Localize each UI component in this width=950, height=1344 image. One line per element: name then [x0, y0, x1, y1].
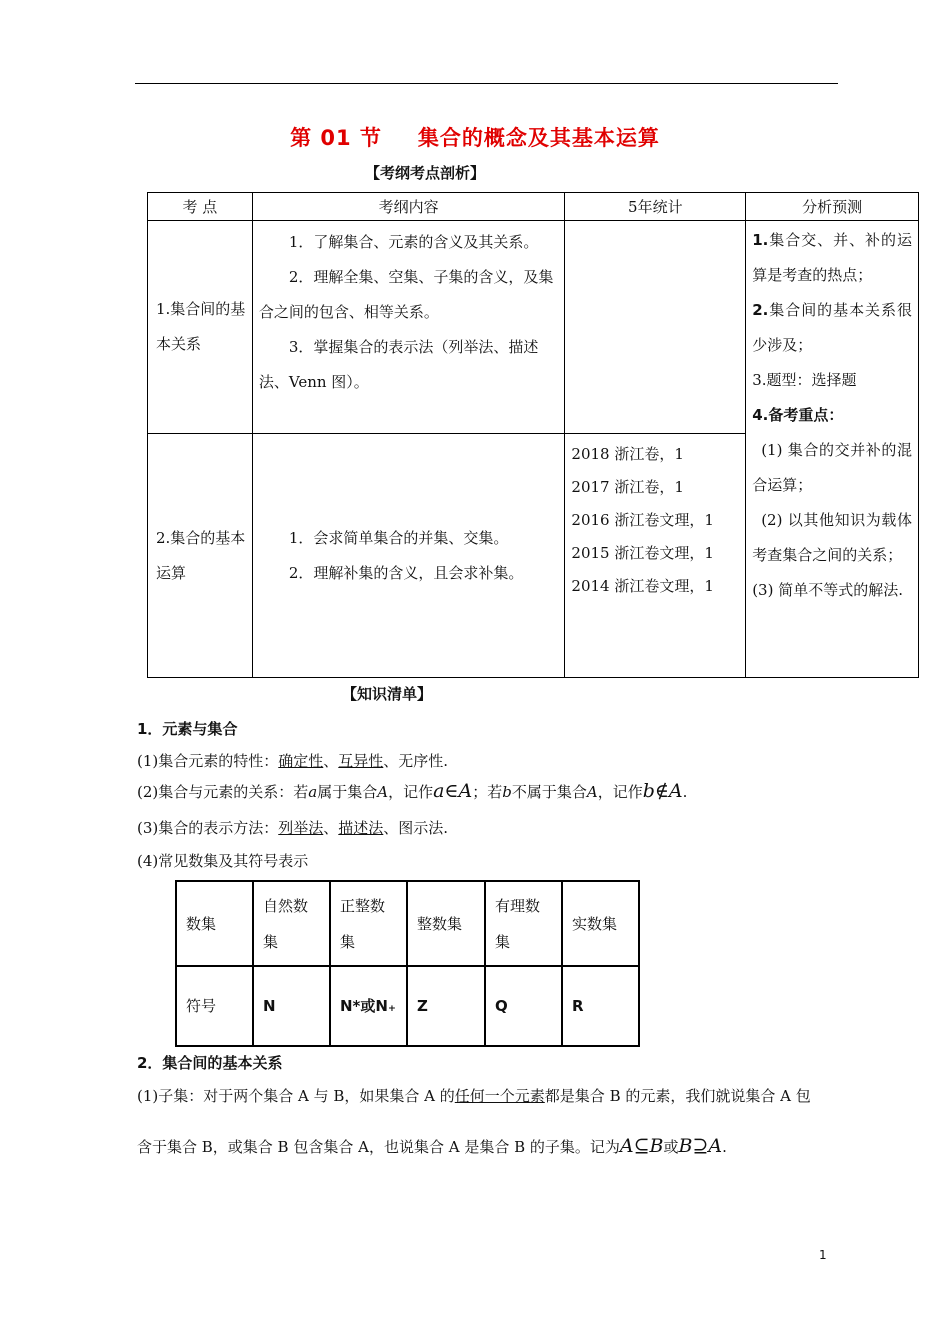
stats-line: 2018 浙江卷，1 [571, 445, 684, 463]
section-2-title: 2．集合间的基本关系 [137, 1054, 283, 1072]
table-cell: N*或N₊ [330, 966, 407, 1046]
stats-line: 2017 浙江卷，1 [571, 478, 684, 496]
table-row [176, 881, 639, 966]
content-line: 2．理解全集、空集、子集的含义，及集合之间的包含、相等关系。 [258, 268, 554, 321]
math-not-element-of: b∉A [642, 780, 683, 802]
table-row [176, 966, 639, 1046]
paragraph-1: (1)集合元素的特性：确定性、互异性、无序性. [137, 752, 449, 770]
analysis-cell [746, 221, 919, 678]
syllabus-heading: 【考纲考点剖析】 [365, 164, 486, 182]
table-header-row [148, 193, 919, 221]
col-header-stats: 5年统计 [565, 193, 746, 221]
stats-line: 2015 浙江卷文理，1 [571, 544, 714, 562]
content-line: 1．了解集合、元素的含义及其关系。 [288, 233, 539, 251]
analysis-item: 4.备考重点： [752, 406, 844, 424]
table-cell: 有理数集 [485, 881, 562, 966]
chapter-title: 集合的概念及其基本运算 [417, 126, 660, 150]
math-superset: B⊇A [678, 1135, 723, 1157]
paragraph-3: (3)集合的表示方法：列举法、描述法、图示法. [137, 819, 449, 837]
content-cell [252, 434, 565, 678]
col-header-content: 考纲内容 [252, 193, 565, 221]
section-number: 第 01 节 [290, 126, 382, 150]
content-line: 2．理解补集的含义，且会求补集。 [288, 563, 524, 582]
table-cell: 整数集 [407, 881, 485, 966]
analysis-subitem: (2) 以其他知识为载体考查集合之间的关系； [752, 511, 912, 564]
col-header-analysis: 分析预测 [746, 193, 919, 221]
section-1-title: 1．元素与集合 [137, 720, 238, 738]
content-line: 3．掌握集合的表示法（列举法、描述法、Venn 图）。 [258, 338, 539, 391]
syllabus-table [147, 192, 919, 678]
topic-cell: 2.集合的基本运算 [148, 434, 253, 678]
math-element-of: a∈A [433, 780, 473, 802]
table-cell: 正整数集 [330, 881, 407, 966]
table-cell: 数集 [176, 881, 253, 966]
table-cell: R [562, 966, 639, 1046]
table-cell: Z [407, 966, 485, 1046]
topic-cell: 1.集合间的基本关系 [148, 221, 253, 434]
stats-line: 2014 浙江卷文理，1 [571, 577, 714, 595]
paragraph-4: (4)常见数集及其符号表示 [137, 852, 309, 870]
analysis-item: 1.集合交、并、补的运算是考查的热点； [752, 231, 912, 284]
subset-paragraph-line1: (1)子集：对于两个集合 A 与 B，如果集合 A 的任何一个元素都是集合 B 的元素，我们就说集合 A 包 [137, 1087, 811, 1105]
table-cell: 符号 [176, 966, 253, 1046]
stats-cell [565, 434, 746, 678]
subset-paragraph-line2: 含于集合 B，或集合 B 包含集合 A，也说集合 A 是集合 B 的子集。记为A⊆B或B⊇A. [137, 1135, 727, 1157]
page-title [0, 122, 950, 152]
page-number: 1 [819, 1248, 827, 1262]
table-row [148, 221, 919, 434]
content-cell [252, 221, 565, 434]
paragraph-2: (2)集合与元素的关系：若a属于集合A，记作a∈A；若b不属于集合A，记作b∉A. [137, 780, 688, 802]
col-header-topic: 考 点 [148, 193, 253, 221]
analysis-subitem: (1) 集合的交并补的混合运算； [752, 441, 912, 494]
knowledge-heading: 【知识清单】 [342, 685, 433, 703]
number-sets-table [175, 880, 640, 1047]
analysis-item: 2.集合间的基本关系很少涉及； [752, 301, 912, 354]
table-cell: 实数集 [562, 881, 639, 966]
math-subset: A⊆B [619, 1135, 664, 1157]
content-line: 1．会求简单集合的并集、交集。 [288, 528, 509, 547]
stats-line: 2016 浙江卷文理，1 [571, 511, 714, 529]
header-rule [135, 83, 838, 84]
table-cell: 自然数集 [253, 881, 330, 966]
table-cell: N [253, 966, 330, 1046]
stats-cell [565, 221, 746, 434]
analysis-item: 3.题型：选择题 [752, 371, 857, 389]
table-cell: Q [485, 966, 562, 1046]
analysis-subitem: (3) 简单不等式的解法. [752, 581, 903, 599]
